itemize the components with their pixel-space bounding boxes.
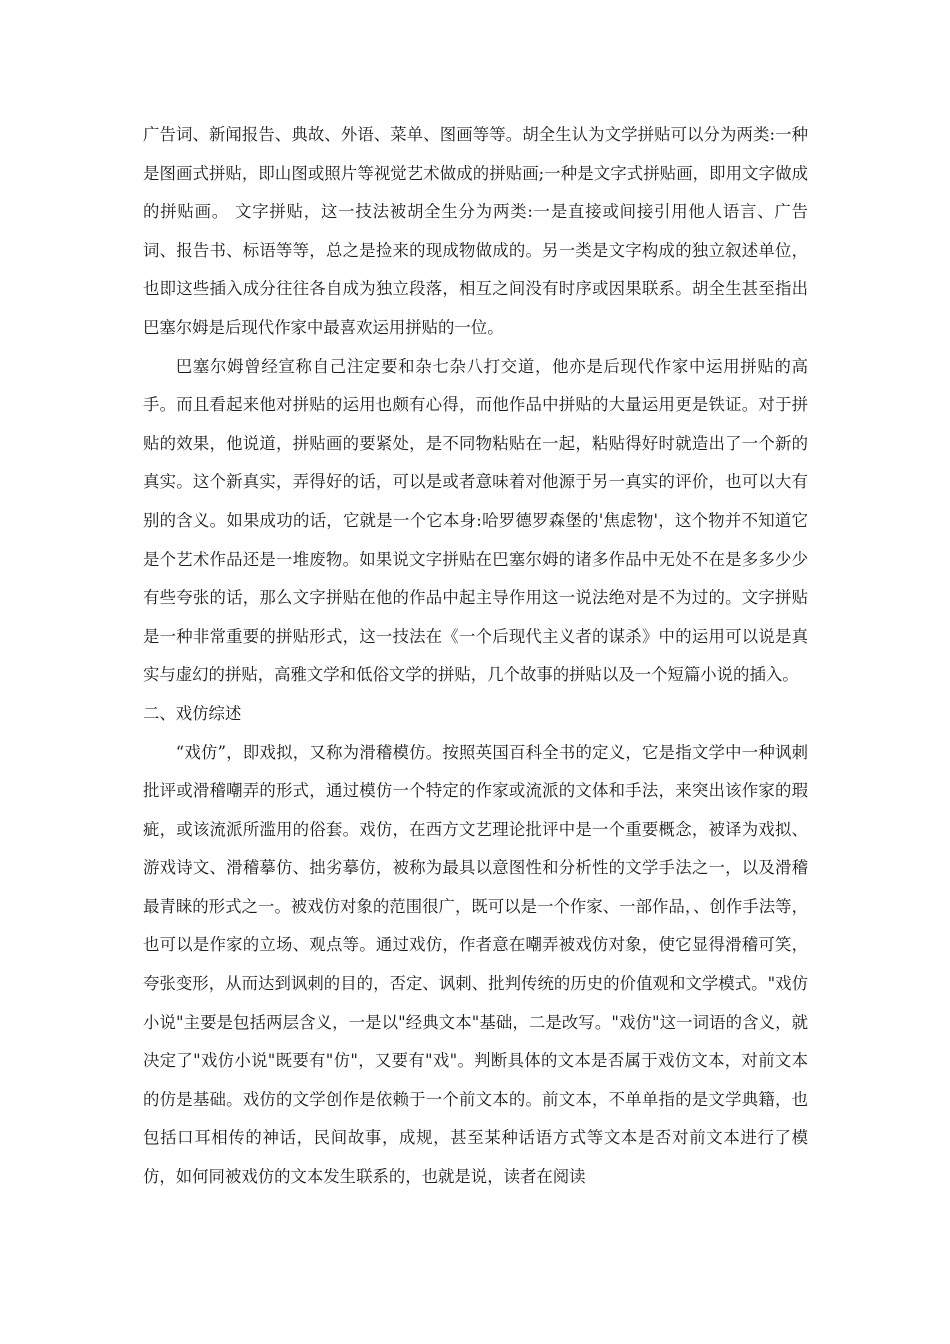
document-page bbox=[143, 116, 808, 1197]
section-heading-parody: 二、戏仿综述 bbox=[143, 703, 242, 723]
paragraph-parody-definition: “戏仿”，即戏拟，又称为滑稽模仿。按照英国百科全书的定义，它是指文学中一种讽刺批评或滑稽嘲弄的形式，通过模仿一个特定的作家或流派的文体和手法，来突出该作家的瑕疵，或该流派所滥用的俗套。戏仿，在西方文艺理论批评中是一个重要概念，被译为戏拟、游戏诗文、滑稽摹仿、拙劣摹仿，被称为最具以意图性和分析性的文学手法之一，以及滑稽最青睐的形式之一。被戏仿对象的范围很广，既可以是一个作家、一部作品，、创作手法等，也可以是作家的立场、观点等。通过戏仿，作者意在嘲弄被戏仿对象，使它显得滑稽可笑，夸张变形，从而达到讽刺的目的，否定、讽刺、批判传统的历史的价值观和文学模式。"戏仿小说"主要是包括两层含义，一是以"经典文本"基础，二是改写。"戏仿"这一词语的含义，就决定了"戏仿小说"既要有"仿"，又要有"戏"。判断具体的文本是否属于戏仿文本，对前文本的仿是基础。戏仿的文学创作是依赖于一个前文本的。前文本，不单单指的是文学典籍，也包括口耳相传的神话，民间故事，成规，甚至某种话语方式等文本是否对前文本进行了模仿，如何同被戏仿的文本发生联系的，也就是说，读者在阅读 bbox=[143, 742, 808, 1187]
paragraph-barthelme-collage: 巴塞尔姆曾经宣称自己注定要和杂七杂八打交道，他亦是后现代作家中运用拼贴的高手。而且看起来他对拼贴的运用也颇有心得，而他作品中拼贴的大量运用更是铁证。对于拼贴的效果，他说道，拼贴画的要紧处，是不同物粘贴在一起，粘贴得好时就造出了一个新的真实。这个新真实，弄得好的话，可以是或者意味着对他源于另一真实的评价，也可以大有别的含义。如果成功的话，它就是一个它本身:哈罗德罗森堡的'焦虑物'，这个物并不知道它是个艺术作品还是一堆废物。如果说文字拼贴在巴塞尔姆的诸多作品中无处不在是多多少少有些夸张的话，那么文字拼贴在他的作品中起主导作用这一说法绝对是不为过的。文字拼贴是一种非常重要的拼贴形式，这一技法在《一个后现代主义者的谋杀》中的运用可以说是真实与虚幻的拼贴，高雅文学和低俗文学的拼贴，几个故事的拼贴以及一个短篇小说的插入。 bbox=[143, 356, 808, 685]
paragraph-collage-types: 广告词、新闻报告、典故、外语、菜单、图画等等。胡全生认为文学拼贴可以分为两类:一种是图画式拼贴，即山图或照片等视觉艺术做成的拼贴画;一种是文字式拼贴画，即用文字做成的拼贴画。 文字拼贴，这一技法被胡全生分为两类:一是直接或间接引用他人语言、广告词、报告书、标语等等，总之是捡来的现成物做成的。另一类是文字构成的独立叙述单位，也即这些插入成分往往各自成为独立段落，相互之间没有时序或因果联系。胡全生甚至指出巴塞尔姆是后现代作家中最喜欢运用拼贴的一位。 bbox=[143, 125, 808, 337]
